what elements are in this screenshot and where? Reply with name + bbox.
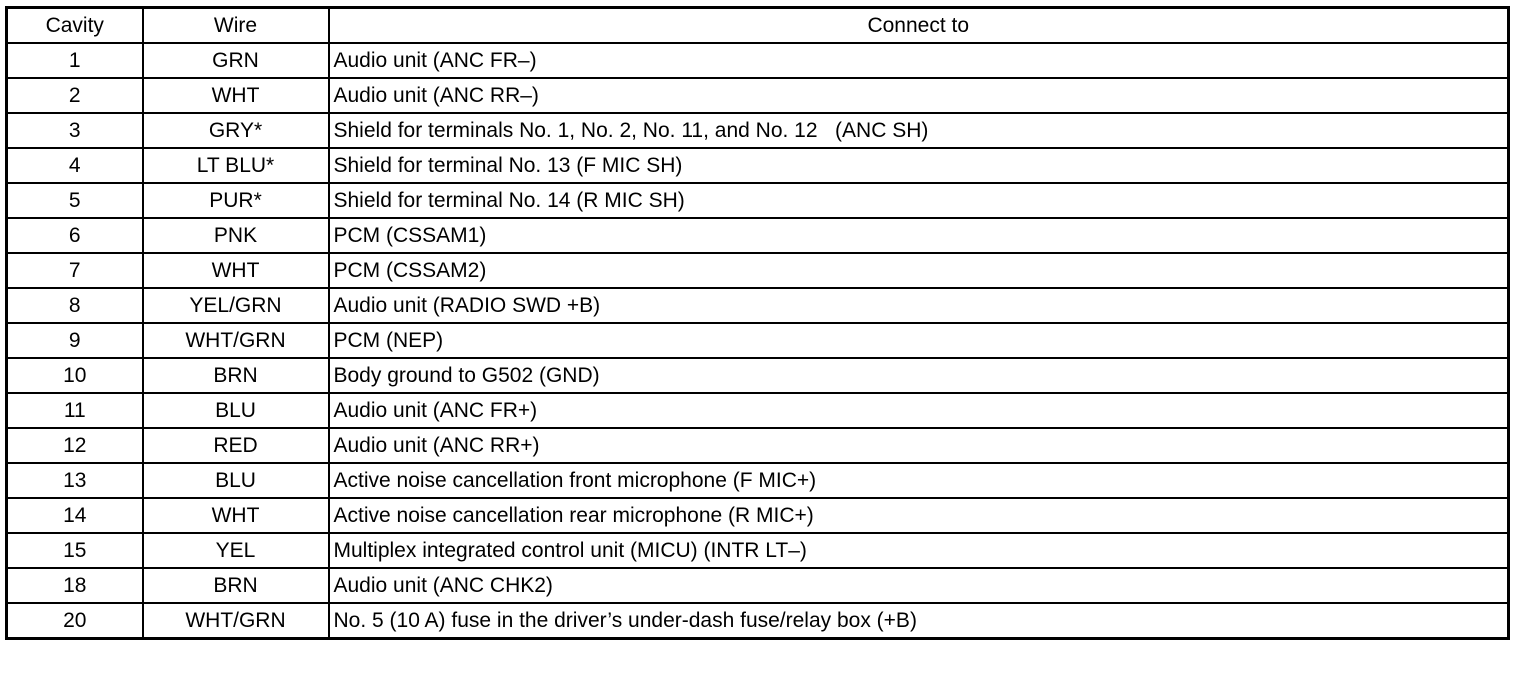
cavity-cell: 20 [7, 603, 143, 639]
connect-to-cell: Active noise cancellation rear microphone (R MIC+) [329, 498, 1509, 533]
connect-to-cell: Shield for terminals No. 1, No. 2, No. 11, and No. 12 (ANC SH) [329, 113, 1509, 148]
table-row [7, 428, 1509, 463]
wire-cell: BRN [143, 358, 329, 393]
cavity-cell: 8 [7, 288, 143, 323]
column-header-connect-to: Connect to [329, 8, 1509, 44]
cavity-cell: 9 [7, 323, 143, 358]
connect-to-cell: No. 5 (10 A) fuse in the driver’s under-dash fuse/relay box (+B) [329, 603, 1509, 639]
table-row [7, 288, 1509, 323]
table-row [7, 323, 1509, 358]
connect-to-cell: PCM (CSSAM2) [329, 253, 1509, 288]
table-row [7, 78, 1509, 113]
connect-to-cell: Audio unit (ANC FR–) [329, 43, 1509, 78]
cavity-cell: 18 [7, 568, 143, 603]
connect-to-cell: Audio unit (ANC CHK2) [329, 568, 1509, 603]
table-row [7, 43, 1509, 78]
column-header-cavity: Cavity [7, 8, 143, 44]
table-row [7, 603, 1509, 639]
wire-cell: WHT [143, 253, 329, 288]
cavity-cell: 10 [7, 358, 143, 393]
connect-to-cell: Body ground to G502 (GND) [329, 358, 1509, 393]
table-row [7, 218, 1509, 253]
wire-cell: LT BLU* [143, 148, 329, 183]
connect-to-cell: Multiplex integrated control unit (MICU) (INTR LT–) [329, 533, 1509, 568]
table-row [7, 533, 1509, 568]
connect-to-cell: PCM (CSSAM1) [329, 218, 1509, 253]
wire-cell: GRY* [143, 113, 329, 148]
cavity-cell: 7 [7, 253, 143, 288]
connector-cavity-table [5, 6, 1510, 640]
wire-cell: PUR* [143, 183, 329, 218]
table-row [7, 393, 1509, 428]
wire-cell: BLU [143, 463, 329, 498]
column-header-wire: Wire [143, 8, 329, 44]
table-row [7, 498, 1509, 533]
cavity-cell: 1 [7, 43, 143, 78]
connect-to-cell: Shield for terminal No. 13 (F MIC SH) [329, 148, 1509, 183]
cavity-cell: 3 [7, 113, 143, 148]
connect-to-cell: Audio unit (ANC FR+) [329, 393, 1509, 428]
table-header-row [7, 8, 1509, 44]
wire-cell: BRN [143, 568, 329, 603]
connect-to-cell: Audio unit (ANC RR–) [329, 78, 1509, 113]
cavity-cell: 11 [7, 393, 143, 428]
connect-to-cell: Active noise cancellation front microphone (F MIC+) [329, 463, 1509, 498]
table-row [7, 148, 1509, 183]
table-row [7, 463, 1509, 498]
wire-cell: WHT/GRN [143, 603, 329, 639]
wire-cell: YEL/GRN [143, 288, 329, 323]
wire-cell: WHT [143, 78, 329, 113]
wire-cell: YEL [143, 533, 329, 568]
connect-to-cell: Audio unit (ANC RR+) [329, 428, 1509, 463]
wire-cell: WHT [143, 498, 329, 533]
table-row [7, 568, 1509, 603]
cavity-cell: 15 [7, 533, 143, 568]
table-row [7, 113, 1509, 148]
wire-cell: WHT/GRN [143, 323, 329, 358]
cavity-cell: 13 [7, 463, 143, 498]
table-row [7, 358, 1509, 393]
cavity-cell: 14 [7, 498, 143, 533]
table-row [7, 253, 1509, 288]
wire-cell: BLU [143, 393, 329, 428]
wire-cell: GRN [143, 43, 329, 78]
connect-to-cell: Shield for terminal No. 14 (R MIC SH) [329, 183, 1509, 218]
cavity-cell: 6 [7, 218, 143, 253]
wire-cell: RED [143, 428, 329, 463]
cavity-cell: 2 [7, 78, 143, 113]
table-row [7, 183, 1509, 218]
cavity-cell: 12 [7, 428, 143, 463]
connect-to-cell: Audio unit (RADIO SWD +B) [329, 288, 1509, 323]
cavity-cell: 4 [7, 148, 143, 183]
cavity-cell: 5 [7, 183, 143, 218]
connect-to-cell: PCM (NEP) [329, 323, 1509, 358]
wire-cell: PNK [143, 218, 329, 253]
